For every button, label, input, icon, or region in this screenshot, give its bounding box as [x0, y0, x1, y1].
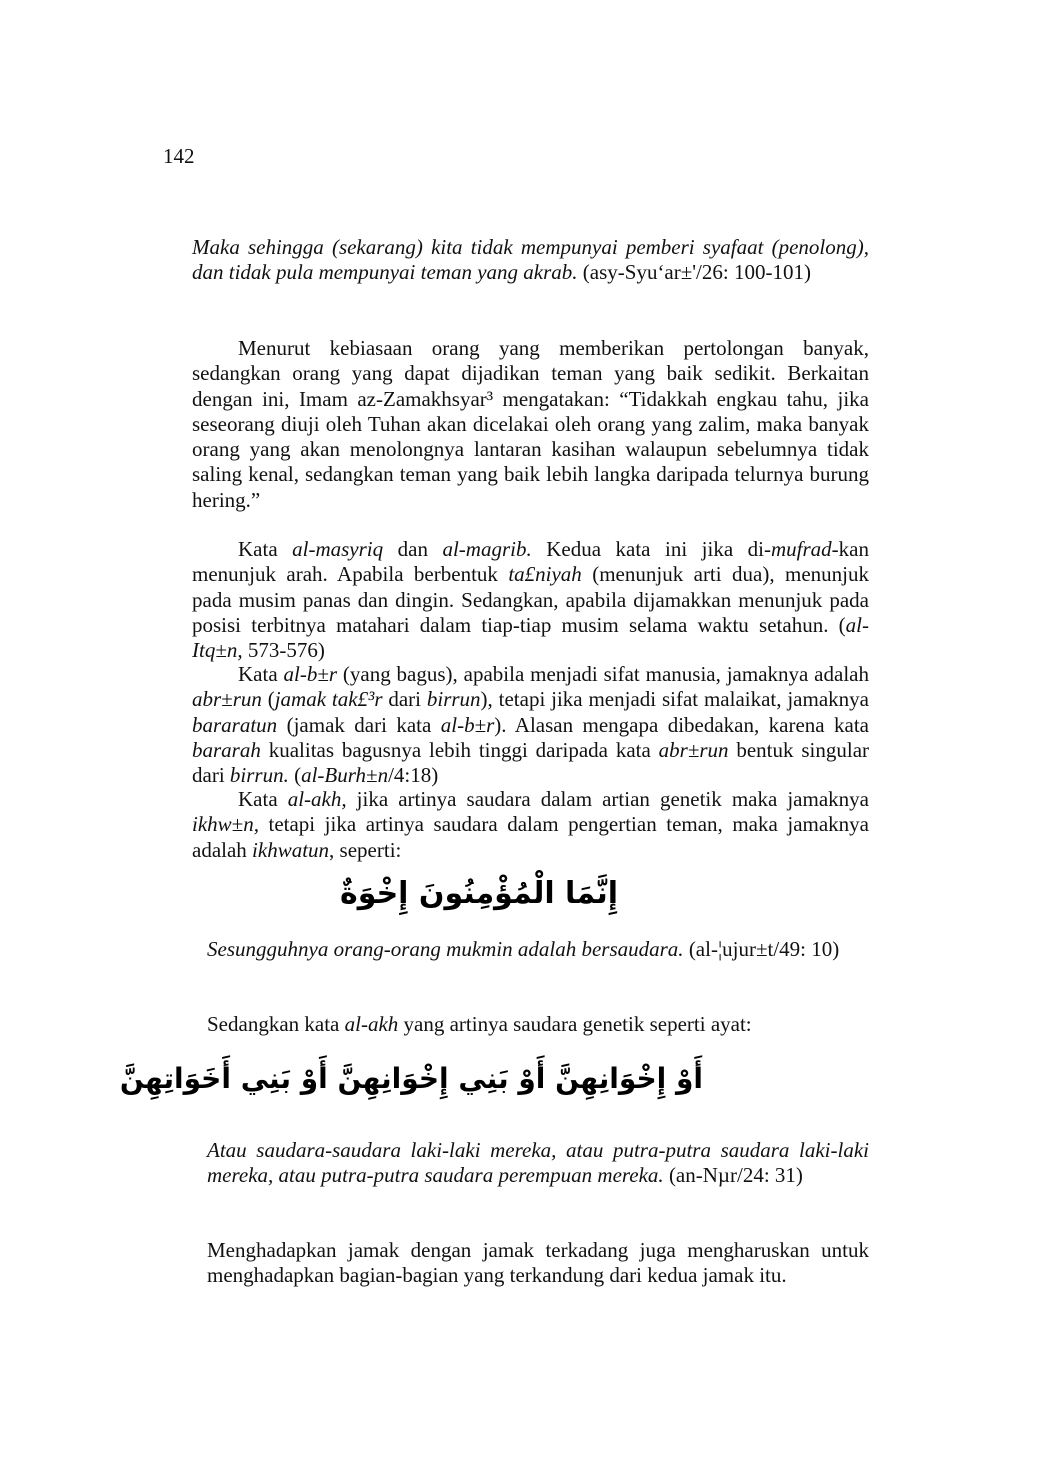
verse-translation-1 — [192, 235, 869, 286]
verse-translation-1-italic: Maka sehingga (sekarang) kita tidak mempunyai pemberi syafaat (penolong), dan tidak pula mempunyai teman yang akrab. — [192, 235, 869, 285]
arabic-verse-1: إِنَّمَا الْمُؤْمِنُونَ إِخْوَةٌ — [340, 876, 618, 911]
verse-reference-3: (an-Nµr/24: 31) — [663, 1163, 803, 1188]
arabic-verse-2: أَوْ إِخْوَانِهِنَّ أَوْ بَنِي إِخْوَانِهِنَّ أَوْ بَنِي أَخَوَاتِهِنَّ — [119, 1062, 703, 1095]
paragraph-masyriq-magrib: Kata al-masyriq dan al-magrib. Kedua kata ini jika di-mufrad-kan menunjuk arah. Apabila berbentuk ta£niyah (menunjuk arti dua), menunjuk pada musim panas dan dingin. Sedangkan, apabila dijamakkan menunjuk pada posisi terbitnya matahari dalam tiap-tiap musim selama waktu setahun. (al-Itq±n, 573-576) — [192, 537, 869, 663]
paragraph-zamakhsyari: Menurut kebiasaan orang yang memberikan pertolongan banyak, sedangkan orang yang dapat dijadikan teman yang baik sedikit. Berkaitan dengan ini, Imam az-Zamakhsyar³ mengatakan: “Tidakkah engkau tahu, jika seseorang diuji oleh Tuhan akan dicelakai oleh orang yang zalim, maka banyak orang yang akan menolongnya lantaran kasihan walaupun sebelumnya tidak saling kenal, sedangkan teman yang baik lebih langka daripada telurnya burung hering.” — [192, 336, 869, 512]
verse-reference-2: (al-¦ujur±t/49: 10) — [683, 937, 840, 961]
verse-translation-3 — [207, 1138, 869, 1189]
verse-reference-1: (asy-Syu‘ar±'/26: 100-101) — [577, 260, 811, 285]
verse-translation-3-italic: Atau saudara-saudara laki-laki mereka, atau putra-putra saudara laki-laki mereka, atau putra-putra saudara perempuan mereka. — [207, 1138, 869, 1188]
paragraph-al-bar: Kata al-b±r (yang bagus), apabila menjadi sifat manusia, jamaknya adalah abr±run (jamak tak£³r dari birrun), tetapi jika menjadi sifat malaikat, jamaknya bararatun (jamak dari kata al-b±r). Alasan mengapa dibedakan, karena kata bararah kualitas bagusnya lebih tinggi daripada kata abr±run bentuk singular dari birrun. (al-Burh±n/4:18) — [192, 662, 870, 788]
paragraph-closing: Menghadapkan jamak dengan jamak terkadang juga mengharuskan untuk menghadapkan bagian-bagian yang terkandung dari kedua jamak itu. — [207, 1238, 869, 1288]
verse-translation-2 — [207, 937, 869, 962]
paragraph-al-akh: Kata al-akh, jika artinya saudara dalam artian genetik maka jamaknya ikhw±n, tetapi jika artinya saudara dalam pengertian teman, maka jamaknya adalah ikhwatun, seperti: — [192, 787, 869, 862]
verse-translation-2-italic: Sesungguhnya orang-orang mukmin adalah bersaudara. — [207, 937, 684, 961]
paragraph-al-akh-genetic: Sedangkan kata al-akh yang artinya saudara genetik seperti ayat: — [207, 1012, 752, 1036]
page-number: 142 — [163, 144, 195, 168]
